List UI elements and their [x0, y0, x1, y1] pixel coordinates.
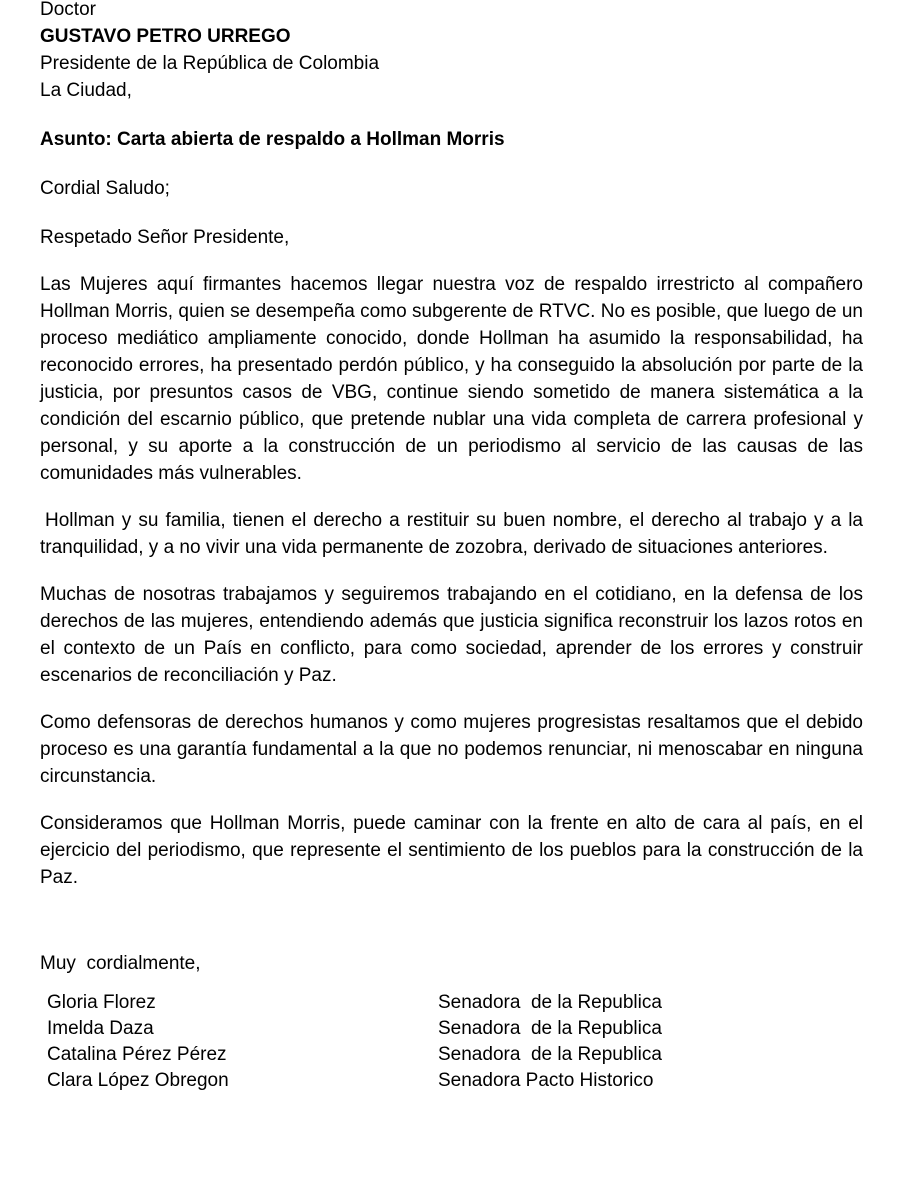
signatory-role: Senadora de la Republica [438, 1044, 662, 1065]
signatory-role: Senadora Pacto Historico [438, 1070, 654, 1091]
letter-greeting: Cordial Saludo; [40, 178, 170, 199]
paragraph-3: Muchas de nosotras trabajamos y seguiremos trabajando en el cotidiano, en la defensa de los derechos de las mujeres, entendiendo además que justicia significa reconstruir los lazos rotos en el contexto de un País en conflicto, para como sociedad, aprender de los errores y construir escenarios de reconciliación y Paz. [40, 584, 863, 686]
letter-body [40, 0, 863, 891]
signatory-row [47, 1016, 747, 1042]
signatories-list [47, 990, 747, 1094]
signatory-row [47, 990, 747, 1016]
signatory-row [47, 1068, 747, 1094]
signatory-name: Imelda Daza [47, 1018, 154, 1039]
recipient-city: La Ciudad, [40, 80, 132, 101]
paragraph-5: Consideramos que Hollman Morris, puede caminar con la frente en alto de cara al país, en el ejercicio del periodismo, que represente el sentimiento de los pueblos para la construcción de la Paz. [40, 813, 863, 888]
paragraph-1: Las Mujeres aquí firmantes hacemos llegar nuestra voz de respaldo irrestricto al compañero Hollman Morris, quien se desempeña como subgerente de RTVC. No es posible, que luego de un proceso mediático ampliamente conocido, donde Hollman ha asumido la responsabilidad, ha reconocido errores, ha presentado perdón público, y ha conseguido la absolución por parte de la justicia, por presuntos casos de VBG, continue siendo sometido de manera sistemática a la condición del escarnio público, que pretende nublar una vida completa de carrera profesional y personal, y su aporte a la construcción de un periodismo al servicio de las causas de las comunidades más vulnerables. [40, 274, 863, 484]
signatory-role: Senadora de la Republica [438, 992, 662, 1013]
recipient-name: GUSTAVO PETRO URREGO [40, 26, 291, 47]
signatory-name: Clara López Obregon [47, 1070, 229, 1091]
recipient-title: Doctor [40, 0, 96, 20]
signatory-name: Gloria Florez [47, 992, 156, 1013]
recipient-position: Presidente de la República de Colombia [40, 53, 380, 74]
paragraph-4: Como defensoras de derechos humanos y como mujeres progresistas resaltamos que el debido proceso es una garantía fundamental a la que no podemos renunciar, ni menoscabar en ninguna circunstancia. [40, 712, 863, 787]
signatory-role: Senadora de la Republica [438, 1018, 662, 1039]
letter-closing: Muy cordialmente, [40, 953, 201, 974]
paragraph-2: Hollman y su familia, tienen el derecho a restituir su buen nombre, el derecho al trabajo y a la tranquilidad, y a no vivir una vida permanente de zozobra, derivado de situaciones anteriores. [40, 510, 863, 558]
letter-subject: Asunto: Carta abierta de respaldo a Hollman Morris [40, 129, 505, 150]
letter-address: Respetado Señor Presidente, [40, 227, 290, 248]
signatory-row [47, 1042, 747, 1068]
signatory-name: Catalina Pérez Pérez [47, 1044, 227, 1065]
